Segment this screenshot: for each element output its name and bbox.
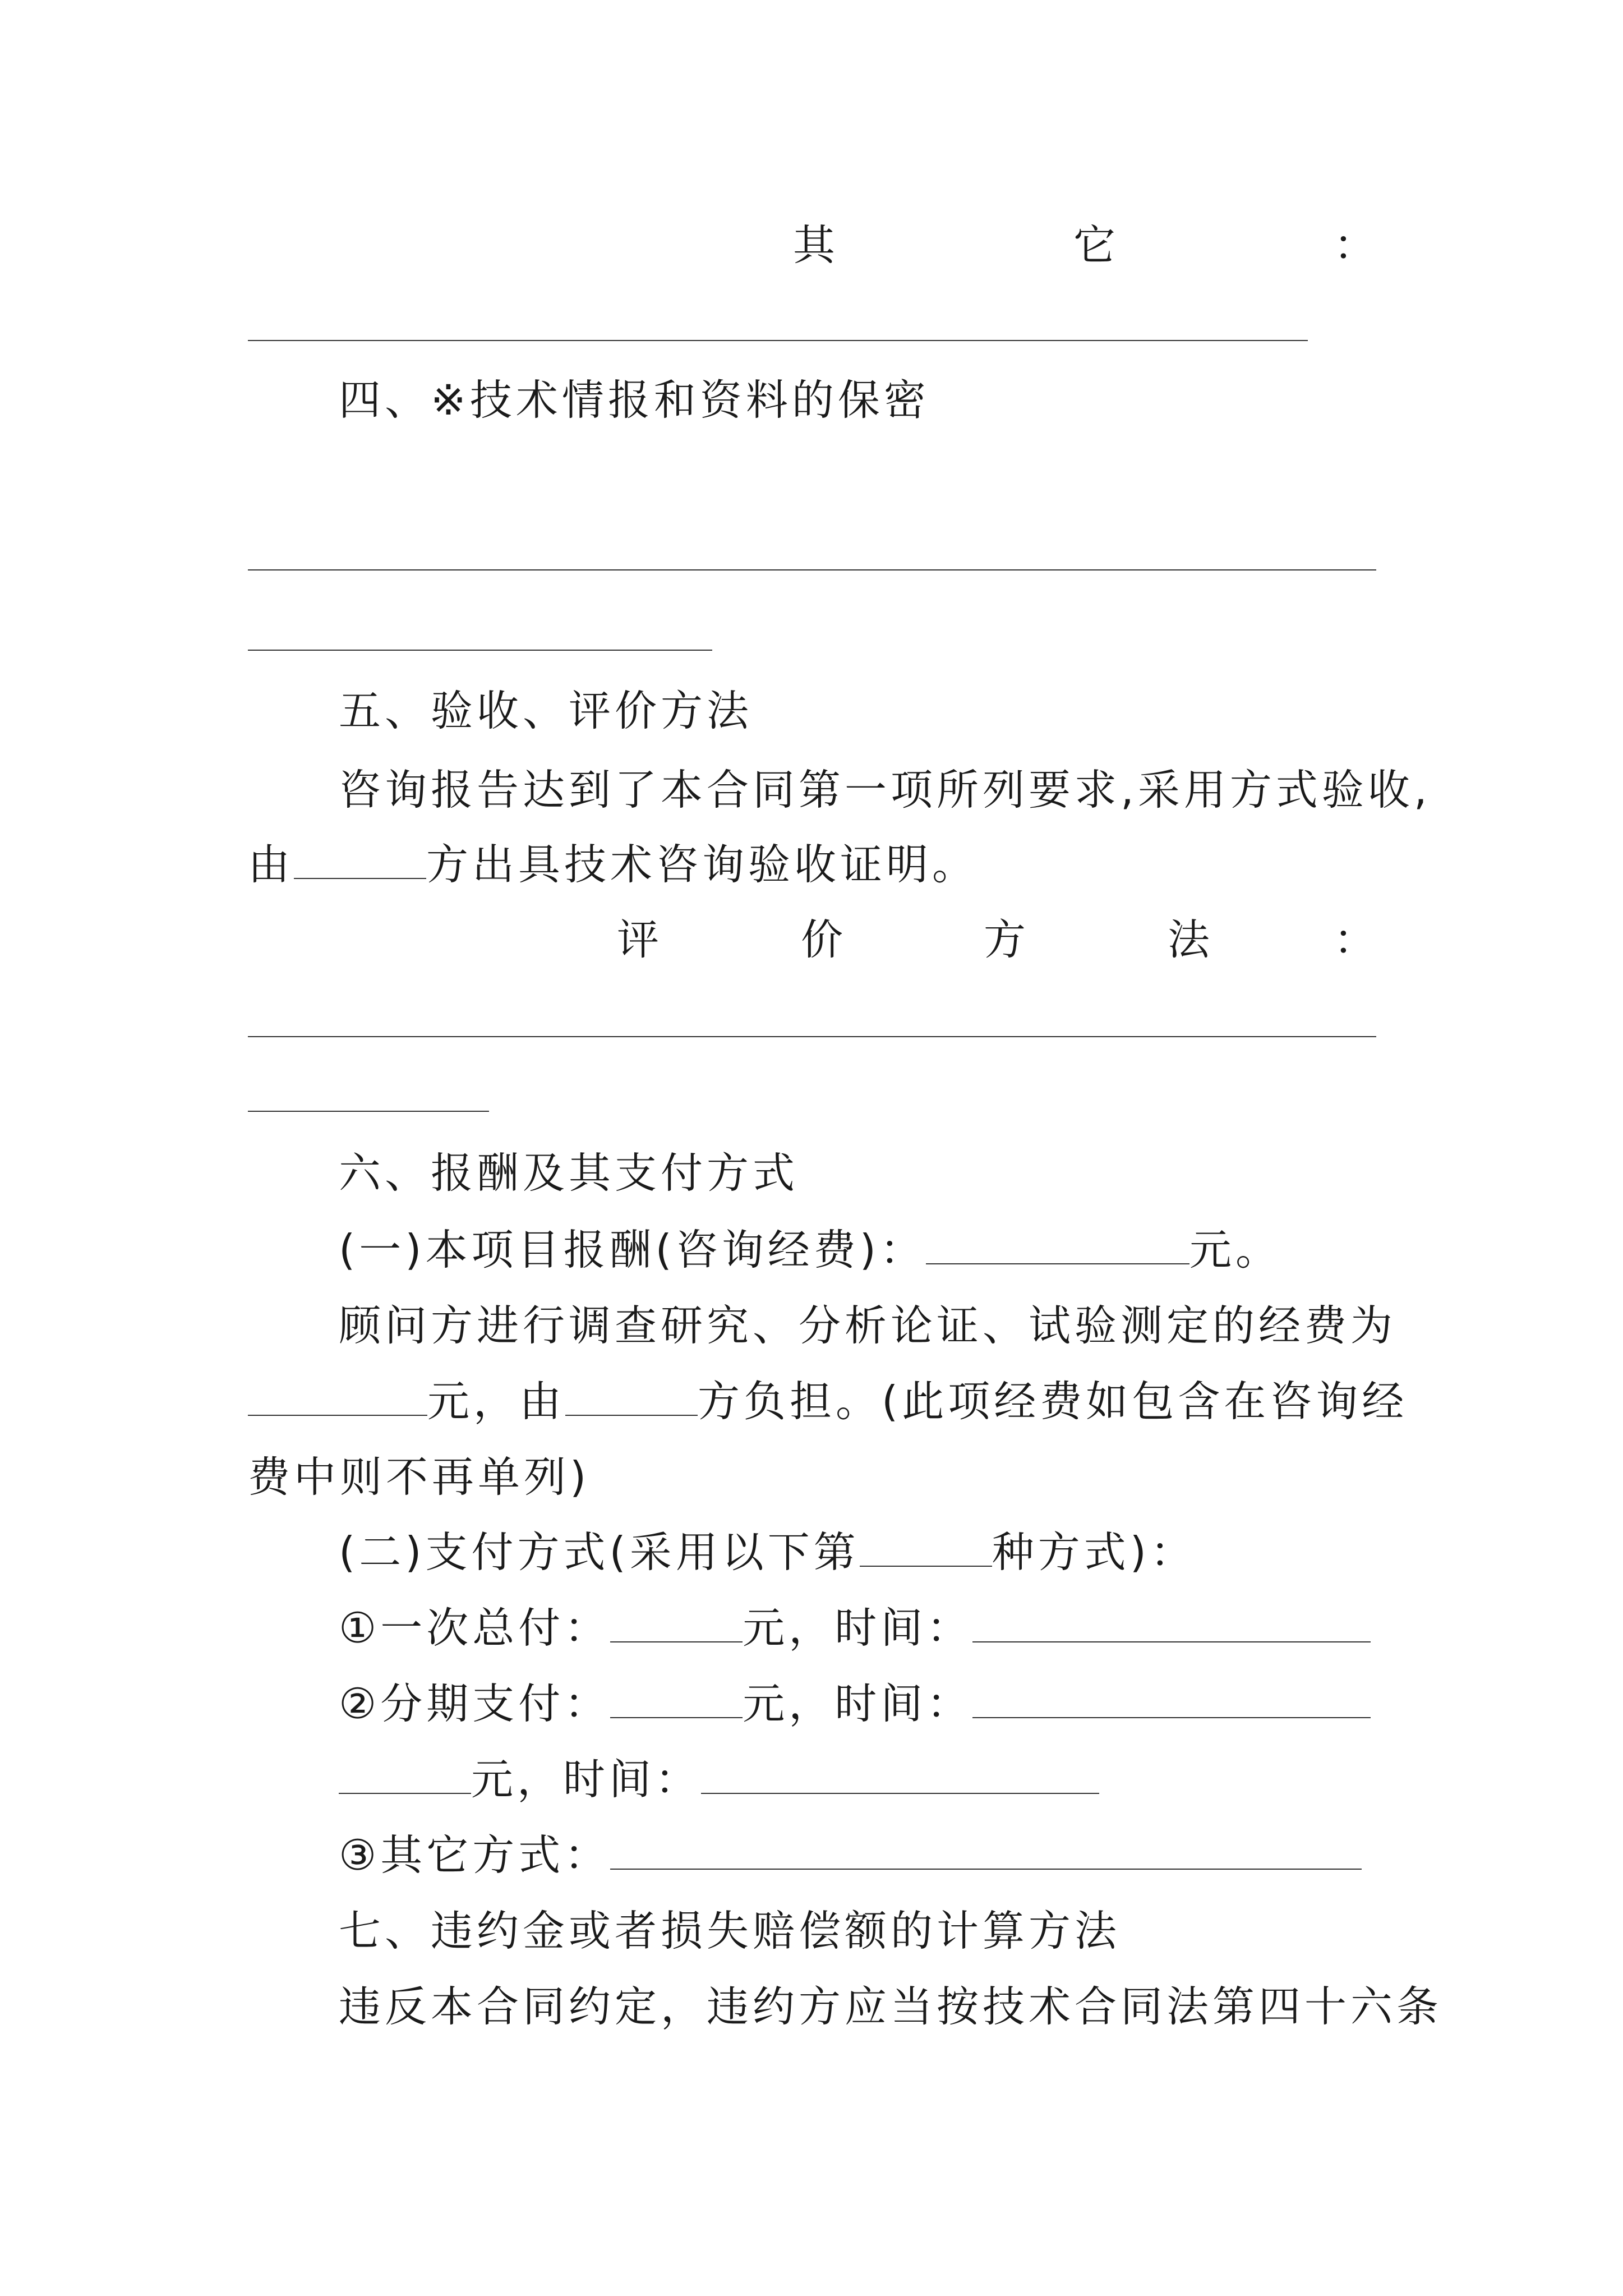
section6-item2-b: 种方式)： [992,1527,1197,1577]
eval-label-colon: ： [1334,915,1376,964]
payment-option-2-b: 元，时间： [743,1679,973,1728]
lump-sum-amount-blank [610,1607,743,1642]
other-method-blank [610,1834,1362,1870]
fee-amount-blank [926,1228,1189,1264]
payment-option-1-a: ①一次总付： [339,1603,611,1653]
eval-fill-line-2 [248,1111,489,1112]
section6-para-line1: 顾问方进行调查研究、分析论证、试验测定的经费为 [339,1301,1397,1350]
eval-label-char-3: 方 [984,915,1026,964]
lump-sum-time-blank [972,1607,1371,1642]
payment-option-3-label: ③其它方式： [339,1830,611,1880]
installment-1-time-blank [972,1682,1371,1718]
research-fee-party-blank [565,1380,698,1416]
section5-line1: 咨询报告达到了本合同第一项所列要求,采用方式验收, [339,765,1431,815]
other-label-colon: ： [1334,220,1376,270]
section5-line2-a: 由 [248,840,294,889]
payment-option-2 [339,1678,1371,1729]
payment-option-1 [339,1603,1371,1653]
section6-item1-b: 元。 [1189,1225,1282,1274]
payment-option-1-b: 元，时间： [743,1603,973,1653]
installment-2-time-blank [701,1758,1099,1794]
payment-method-blank [860,1531,992,1567]
section6-para-line3: 费中则不再单列) [248,1452,591,1502]
section5-line2 [248,839,978,890]
eval-label-char-2: 价 [801,915,843,964]
section6-item1-a: (一)本项目报酬(咨询经费)： [339,1225,926,1274]
other-label-char-2: 它 [1073,220,1116,270]
installment-1-amount-blank [610,1682,743,1718]
section4-title: 四、※技术情报和资料的保密 [339,375,930,425]
research-fee-blank [248,1380,427,1416]
payment-option-2-c: 元，时间： [471,1755,702,1804]
section6-item2 [339,1527,1196,1577]
payment-option-2-second [339,1754,1099,1805]
other-label-char-1: 其 [793,220,836,270]
eval-label-char-4: 法 [1168,915,1210,964]
eval-fill-line-1 [248,1036,1376,1037]
eval-label-char-1: 评 [617,915,660,964]
section6-item2-a: (二)支付方式(采用以下第 [339,1527,860,1577]
section5-title: 五、验收、评价方法 [339,686,753,735]
section6-para-line2-b: 方负担。(此项经费如包含在咨询经 [698,1377,1408,1426]
section4-fill-line-1 [248,569,1376,570]
section6-item1 [339,1225,1281,1275]
acceptance-party-blank [294,843,426,879]
section7-title: 七、违约金或者损失赔偿额的计算方法 [339,1906,1121,1955]
section4-fill-line-2 [248,650,712,651]
section6-para-line2 [248,1376,1408,1427]
payment-option-2-a: ②分期支付： [339,1679,611,1728]
payment-option-3 [339,1830,1362,1880]
installment-2-amount-blank [339,1758,471,1794]
section6-para-line2-a: 元，由 [427,1377,566,1426]
section6-title: 六、报酬及其支付方式 [339,1148,799,1198]
section5-line2-b: 方出具技术咨询验收证明。 [426,840,979,889]
other-fill-line [248,340,1308,341]
section7-line1: 违反本合同约定，违约方应当按技术合同法第四十六条 [339,1982,1443,2031]
